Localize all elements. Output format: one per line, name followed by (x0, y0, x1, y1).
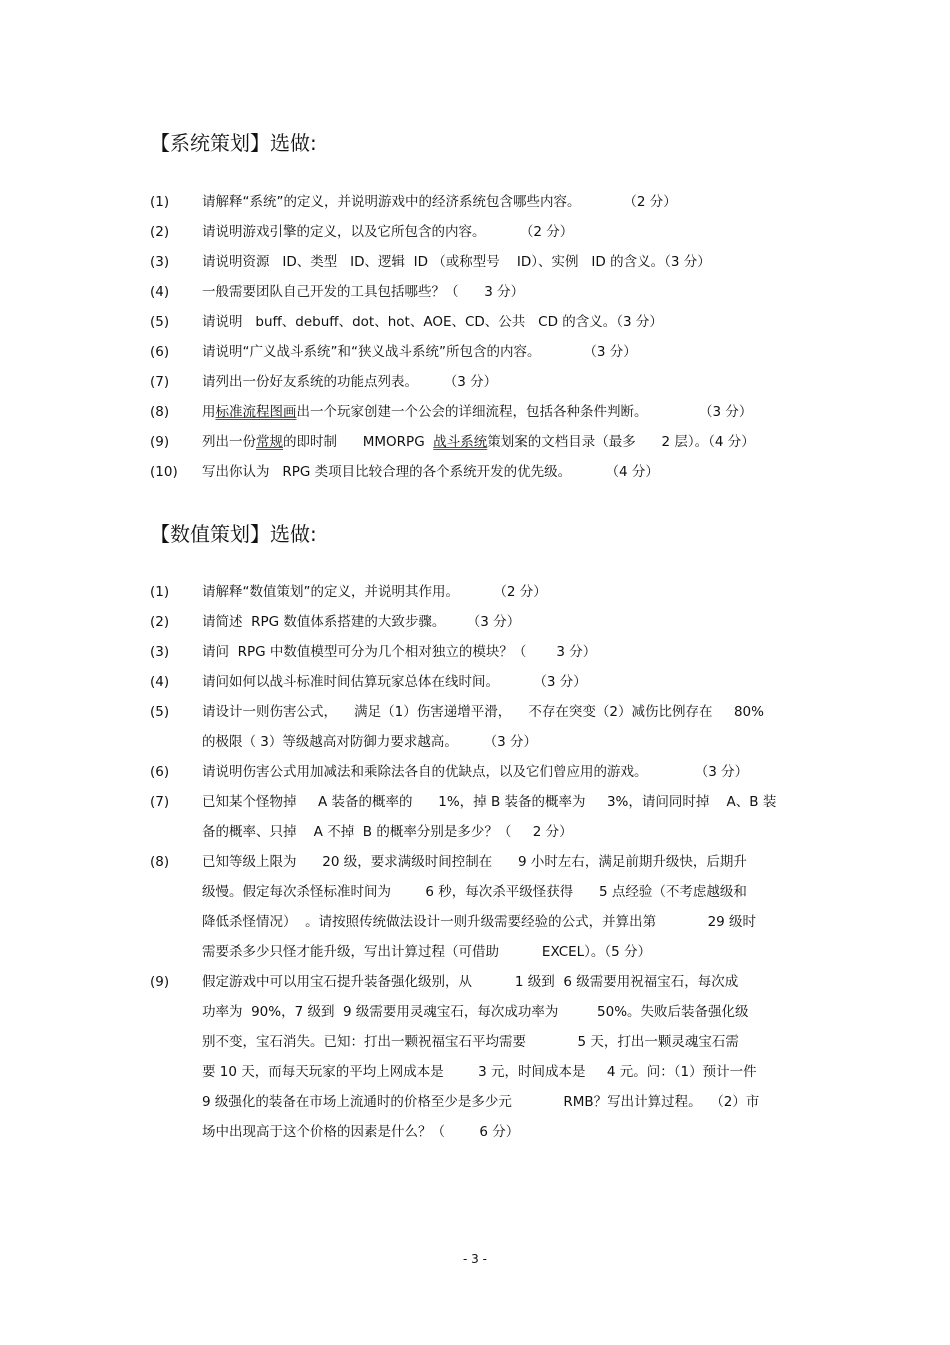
question-number: (7) (150, 794, 170, 810)
question-number: (4) (150, 674, 170, 690)
section-heading: 【系统策划】选做: (150, 131, 317, 155)
question-item (150, 307, 812, 337)
question-number: (5) (150, 314, 170, 330)
question-number: (4) (150, 284, 170, 300)
question-number: (8) (150, 404, 170, 420)
question-text: 请问 RPG 中数值模型可分为几个相对独立的模块？（ 3 分） (202, 644, 597, 660)
question-text: 请问如何以战斗标准时间估算玩家总体在线时间。 （3 分） (202, 674, 587, 690)
question-number: (7) (150, 374, 170, 390)
question-item (150, 787, 812, 847)
question-text: 写出你认为 RPG 类项目比较合理的各个系统开发的优先级。 （4 分） (202, 464, 659, 480)
question-number: (5) (150, 704, 170, 720)
question-number: (3) (150, 644, 170, 660)
question-item (150, 247, 812, 277)
question-text: 请列出一份好友系统的功能点列表。 （3 分） (202, 374, 498, 390)
question-text: 已知等级上限为 20 级，要求满级时间控制在 9 小时左右，满足前期升级快，后期升 级慢。假定每次杀怪标准时间为 6 秒，每次杀平级怪获得 5 点经验（不考虑越级和 降低杀怪情况） 。请按照传统做法设计一则升级需要经验的公式，并算出第 29 级时 需要杀多少只怪才能升级，写出计算过程（可借助 EXCEL）。（5 分） (202, 854, 757, 960)
question-text: 请简述 RPG 数值体系搭建的大致步骤。 （3 分） (202, 614, 521, 630)
question-text: 请说明资源 ID、类型 ID、逻辑 ID （或称型号 ID）、实例 ID 的含义。（3 分） (202, 254, 711, 270)
question-item (150, 847, 812, 967)
question-item (150, 967, 812, 1147)
underlined-term: 常规 (256, 434, 283, 450)
question-number: (10) (150, 464, 178, 480)
question-text: 请说明“广义战斗系统”和“狭义战斗系统”所包含的内容。 （3 分） (202, 344, 637, 360)
question-number: (6) (150, 764, 170, 780)
question-item (150, 697, 812, 757)
question-number: (8) (150, 854, 170, 870)
question-number: (1) (150, 584, 170, 600)
question-item (150, 367, 812, 397)
question-text: 请说明游戏引擎的定义，以及它所包含的内容。 （2 分） (202, 224, 574, 240)
question-item (150, 427, 812, 457)
question-item (150, 577, 812, 607)
section-heading: 【数值策划】选做: (150, 522, 317, 546)
text-segment: 用 (202, 404, 216, 420)
question-item (150, 187, 812, 217)
text-segment: 列出一份 (202, 434, 256, 450)
question-text (202, 427, 812, 457)
question-text: 请解释“系统”的定义，并说明游戏中的经济系统包含哪些内容。 （2 分） (202, 194, 677, 210)
question-number: (9) (150, 434, 170, 450)
question-item (150, 667, 812, 697)
question-item (150, 457, 812, 487)
question-item (150, 337, 812, 367)
question-text: 请设计一则伤害公式， 满足（1）伤害递增平滑， 不存在突变（2）减伤比例存在 80% 的极限（ 3）等级越高对防御力要求越高。 （3 分） (202, 704, 764, 750)
question-item (150, 397, 812, 427)
question-text: 请说明伤害公式用加减法和乘除法各自的优缺点，以及它们曾应用的游戏。 （3 分） (202, 764, 749, 780)
text-segment: 策划案的文档目录（最多 2 层）。（4 分） (487, 434, 755, 450)
question-text: 请解释“数值策划”的定义，并说明其作用。 （2 分） (202, 584, 547, 600)
question-number: (1) (150, 194, 170, 210)
underlined-term: 标准流程图画 (215, 404, 297, 420)
question-item (150, 637, 812, 667)
question-item (150, 217, 812, 247)
page-number: - 3 - (463, 1252, 487, 1266)
question-text: 请说明 buff、debuff、dot、hot、AOE、CD、公共 CD 的含义。（3 分） (202, 314, 663, 330)
question-item (150, 277, 812, 307)
question-text: 一般需要团队自己开发的工具包括哪些？（ 3 分） (202, 284, 525, 300)
underlined-term: 战斗系统 (433, 434, 488, 450)
question-item (150, 757, 812, 787)
text-segment: 的即时制 MMORPG (283, 434, 434, 450)
question-text (202, 397, 812, 427)
question-item (150, 607, 812, 637)
question-text: 已知某个怪物掉 A 装备的概率的 1%，掉 B 装备的概率为 3%，请问同时掉 A、B 装 备的概率、只掉 A 不掉 B 的概率分别是多少？（ 2 分） (202, 794, 777, 840)
text-segment: 出一个玩家创建一个公会的详细流程，包括各种条件判断。 （3 分） (296, 404, 753, 420)
question-number: (3) (150, 254, 170, 270)
question-text: 假定游戏中可以用宝石提升装备强化级别，从 1 级到 6 级需要用祝福宝石，每次成 功率为 90%，7 级到 9 级需要用灵魂宝石，每次成功率为 50%。失败后装备强化级 别不变，宝石消失。已知：打出一颗祝福宝石平均需要 5 天，打出一颗灵魂宝石需 要 10 天，而每天玩家的平均上网成本是 3 元，时间成本是 4 元。问：（1）预计一件 9 级强化的装备在市场上流通时的价格至少是多少元 RMB？写出计算过程。 （2）市 场中出现高于这个价格的因素是什么？（ 6 分） (202, 974, 760, 1140)
question-number: (2) (150, 614, 170, 630)
question-number: (6) (150, 344, 170, 360)
question-number: (9) (150, 974, 170, 990)
question-number: (2) (150, 224, 170, 240)
